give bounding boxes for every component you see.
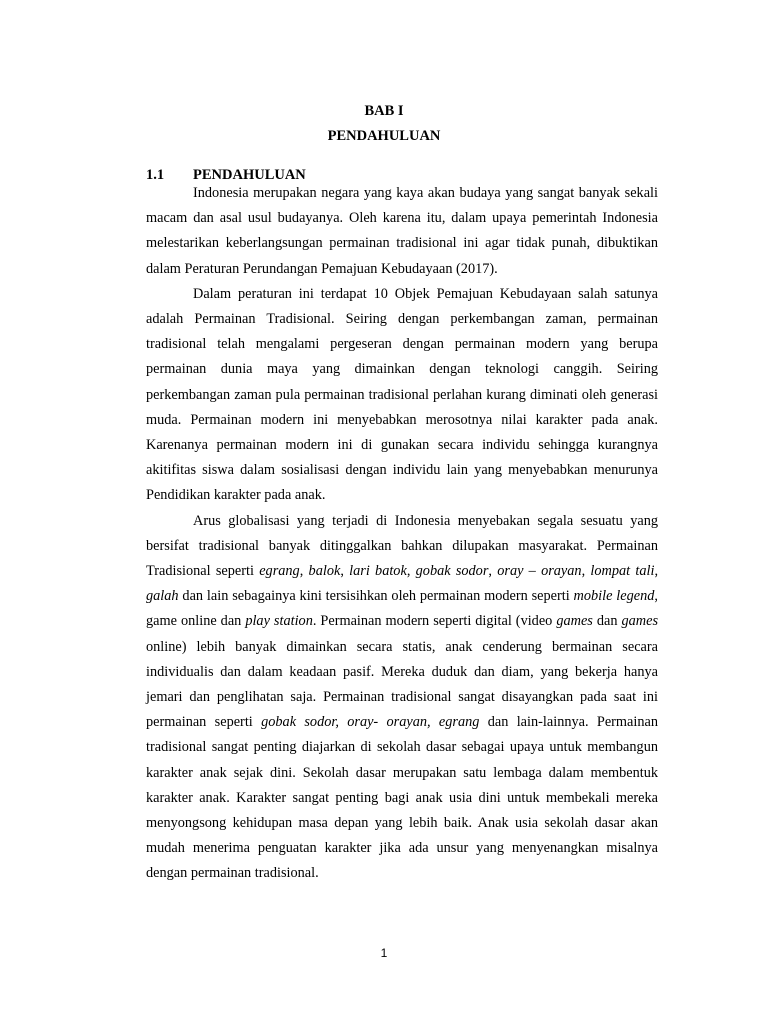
body-text [146, 181, 658, 887]
italic-term: gobak sodor [415, 563, 489, 580]
text-run: , [299, 563, 309, 580]
text-run: online) lebih banyak dimainkan secara statis, anak cenderung bermainan secara individualis dan dalam keadaan pasif. Mereka duduk dan diam, yang bekerja hanya jemari dan penglihatan saja. Permainan tradisional sangat disayangkan pada saat ini permainan seperti [146, 638, 658, 731]
text-run: dan lain sebagainya kini tersisihkan oleh permainan modern seperti [178, 588, 574, 605]
italic-term: lari batok [349, 563, 407, 580]
text-run: dan lain-lainnya. Permainan tradisional sangat penting diajarkan di sekolah dasar sebagai upaya untuk membangun karakter anak sejak dini. Sekolah dasar merupakan satu lembaga dalam membentuk karakter anak. Karakter sangat penting bagi anak usia dini untuk membekali mereka menyongsong kehidupan masa depan yang lebih baik. Anak usia sekolah dasar akan mudah menerima penguatan karakter jika ada unsur yang menyenangkan misalnya dengan permainan tradisional. [146, 714, 659, 882]
text-run: , game online dan [146, 588, 658, 630]
text-run: dan [592, 613, 622, 630]
italic-term: games [621, 613, 659, 630]
italic-term: galah [146, 588, 179, 605]
italic-term: egrang [259, 563, 300, 580]
italic-term: lompat tali [590, 563, 655, 580]
paragraph-2: Dalam peraturan ini terdapat 10 Objek Pemajuan Kebudayaan salah satunya adalah Permainan Tradisional. Seiring dengan perkembangan zaman, permainan tradisional telah mengalami pergeseran dengan permainan modern yang berupa permainan dunia maya yang dimainkan dengan teknologi canggih. Seiring perkembangan zaman pula permainan tradisional perlahan kurang diminati oleh generasi muda. Permainan modern ini menyebabkan merosotnya nilai karakter pada anak. Karenanya permainan modern ini di gunakan secara individu sehingga kurangnya akitifitas siswa dalam sosialisasi dengan individu lain yang menyebabkan menurunya Pendidikan karakter pada anak. [146, 285, 658, 504]
text-run: , [406, 563, 416, 580]
text-run: Arus globalisasi yang terjadi di Indonesia menyebakan segala sesuatu yang bersifat tradisional banyak ditinggalkan bahkan dilupakan masyarakat. Permainan Tradisional seperti [146, 512, 658, 580]
paragraph-1: Indonesia merupakan negara yang kaya akan budaya yang sangat banyak sekali macam dan asal usul budayanya. Oleh karena itu, dalam upaya pemerintah Indonesia melestarikan keberlangsungan permainan tradisional ini agar tidak punah, dibuktikan dalam Peraturan Perundangan Pemajuan Kebudayaan (2017). [146, 185, 658, 277]
italic-term: play station [245, 613, 313, 630]
chapter-label: BAB I [364, 103, 404, 119]
section-number: 1.1 [146, 167, 165, 183]
italic-term: gobak sodor, oray- orayan, egrang [261, 714, 480, 731]
section-title: PENDAHULUAN [193, 167, 306, 183]
page-number: 1 [380, 946, 388, 960]
paragraph-3 [146, 509, 658, 887]
text-run: , [488, 563, 498, 580]
text-run: , [581, 563, 591, 580]
text-run: . Permainan modern seperti digital (video [312, 613, 557, 630]
italic-term: oray – orayan [497, 563, 582, 580]
text-run: , [340, 563, 350, 580]
chapter-title: PENDAHULUAN [327, 128, 441, 144]
italic-term: games [556, 613, 593, 630]
text-run: , [654, 563, 659, 580]
italic-term: mobile legend [573, 588, 655, 605]
italic-term: balok [308, 563, 341, 580]
